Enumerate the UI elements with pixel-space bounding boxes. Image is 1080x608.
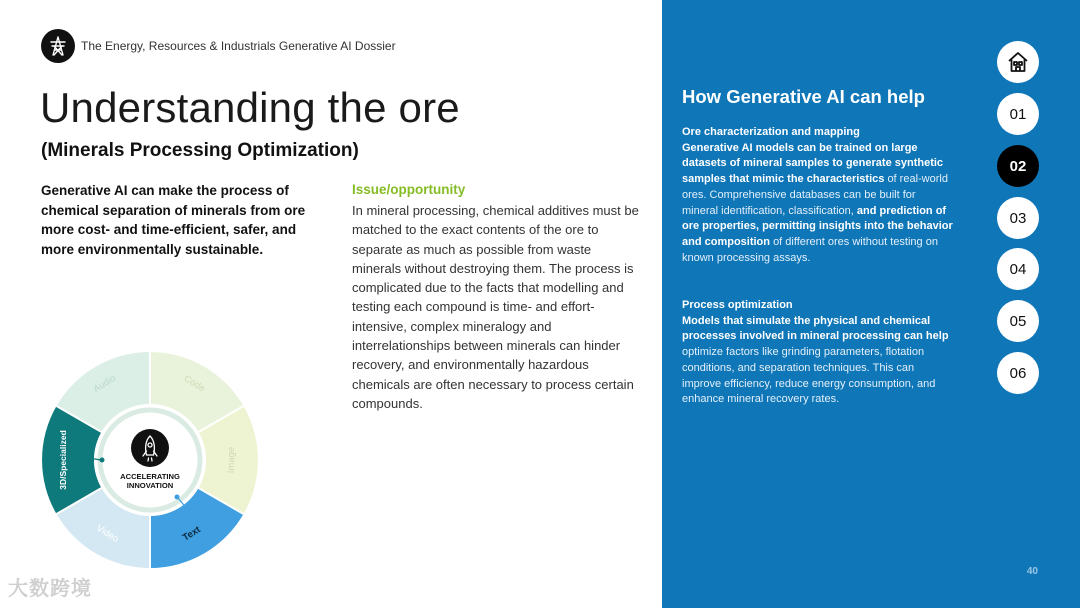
- nav-home-button[interactable]: [997, 41, 1039, 83]
- issue-body: In mineral processing, chemical additives must be matched to the exact contents of the ore to separate as much as possible from waste minerals without destroying them. The process is complicated due to the facts that modelling and testing each compound is time- and effort-intensive, complex mineralogy and interrelationships between minerals can hinder recovery, and environmentally hazardous chemicals are often necessary to process certain compounds.: [352, 203, 639, 411]
- connector-dot: [100, 458, 105, 463]
- home-icon: [1006, 50, 1030, 74]
- wheel-label-3d: 3D/Specialized: [58, 430, 68, 490]
- section-text: of different ores without testing on known processing assays.: [682, 235, 938, 264]
- page-subtitle: (Minerals Processing Optimization): [41, 140, 359, 161]
- page-title: Understanding the ore: [40, 84, 460, 131]
- section-process-optimization: [682, 298, 954, 408]
- lead-statement: Generative AI can make the process of chemical separation of minerals from ore more cost- and time-efficient, safer, and more environmentally sustainable.: [41, 183, 306, 257]
- wheel-label-video: Video: [94, 522, 121, 545]
- panel-title: How Generative AI can help: [682, 86, 925, 107]
- document-title: The Energy, Resources & Industrials Generative AI Dossier: [81, 39, 396, 53]
- watermark: 大数跨境: [8, 578, 92, 600]
- wheel-label-text: Text: [180, 524, 203, 544]
- power-tower-icon: [47, 35, 69, 57]
- page-number: 40: [1026, 566, 1038, 577]
- nav-item-01[interactable]: 01: [997, 93, 1039, 135]
- wheel-label-code: Code: [181, 373, 207, 395]
- issue-heading: Issue/opportunity: [352, 182, 466, 197]
- section-text-bold: Models that simulate the physical and chemical processes involved in mineral processing can help: [682, 314, 949, 343]
- wheel-center-line2: INNOVATION: [126, 481, 174, 490]
- logo: [41, 29, 75, 63]
- nav-item-04[interactable]: 04: [997, 248, 1039, 290]
- connector-dot: [175, 495, 180, 500]
- wheel-label-audio: Audio: [91, 372, 118, 395]
- wheel-label-image: Image: [226, 446, 237, 474]
- section-ore-characterization: [682, 125, 954, 266]
- nav-item-03[interactable]: 03: [997, 197, 1039, 239]
- nav-item-02[interactable]: 02: [997, 145, 1039, 187]
- section-text: of real-world ores. Comprehensive databases can be built for mineral identification, classification,: [682, 173, 948, 217]
- section-text: optimize factors like grinding parameters, flotation conditions, and separation techniques. This can improve efficiency, reduce energy consumption, and enhance mineral recovery rates.: [682, 346, 936, 406]
- nav-item-06[interactable]: 06: [997, 352, 1039, 394]
- nav-item-05[interactable]: 05: [997, 300, 1039, 342]
- wheel-center-line1: ACCELERATING: [120, 472, 180, 481]
- innovation-wheel: [38, 348, 262, 572]
- section-heading: Ore characterization and mapping: [682, 126, 860, 138]
- section-text-bold: and prediction of ore properties, permitting insights into the behavior and composition: [682, 204, 953, 248]
- how-ai-can-help-panel: [662, 0, 1080, 608]
- section-heading: Process optimization: [682, 299, 793, 311]
- section-text-bold: Generative AI models can be trained on large datasets of mineral samples to generate synthetic samples that mimic the characteristics: [682, 141, 944, 186]
